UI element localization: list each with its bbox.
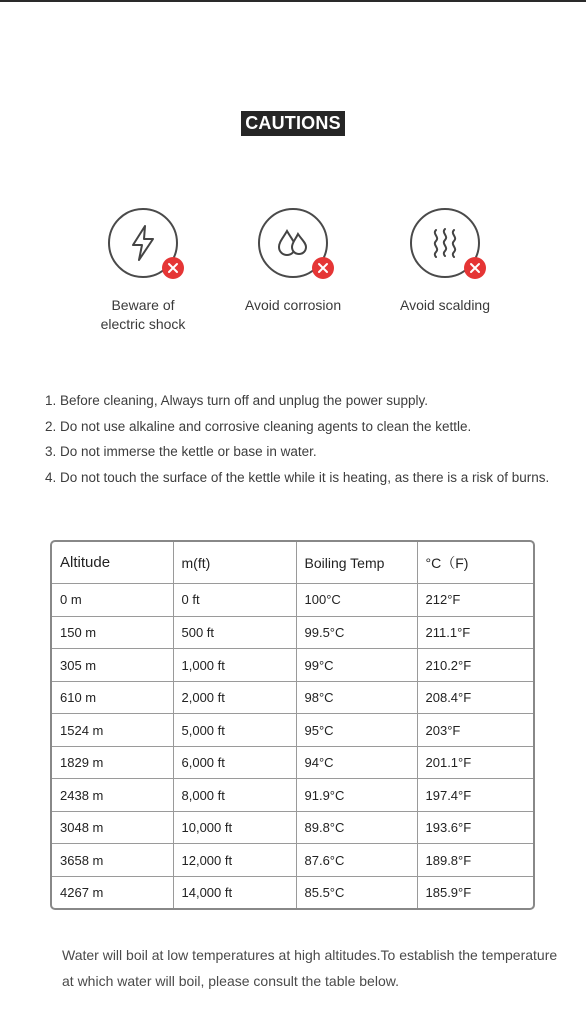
table-cell: 189.8°F xyxy=(417,844,533,877)
table-row xyxy=(52,779,533,812)
warning-scalding xyxy=(370,208,520,315)
table-cell: 0 m xyxy=(52,584,173,617)
table-cell: 100°C xyxy=(296,584,417,617)
table-row xyxy=(52,811,533,844)
table-cell: 91.9°C xyxy=(296,779,417,812)
table-cell: 1524 m xyxy=(52,714,173,747)
prohibited-icon xyxy=(312,257,334,279)
table-cell: 99.5°C xyxy=(296,616,417,649)
warning-icon-circle xyxy=(108,208,178,278)
instruction-item: 3. Do not immerse the kettle or base in water. xyxy=(60,439,580,465)
table-cell: 197.4°F xyxy=(417,779,533,812)
table-row xyxy=(52,584,533,617)
warning-label: Avoid scalding xyxy=(399,297,491,313)
table-cell: 12,000 ft xyxy=(173,844,296,877)
table-cell: 14,000 ft xyxy=(173,876,296,908)
table-cell: 99°C xyxy=(296,649,417,682)
table-header-row xyxy=(52,542,533,584)
prohibited-icon xyxy=(464,257,486,279)
steam-icon xyxy=(428,226,462,260)
table-cell: 211.1°F xyxy=(417,616,533,649)
table-cell: 185.9°F xyxy=(417,876,533,908)
header-cell: m(ft) xyxy=(173,542,296,584)
table-cell: 2,000 ft xyxy=(173,681,296,714)
header-cell: Boiling Temp xyxy=(296,542,417,584)
table-cell: 87.6°C xyxy=(296,844,417,877)
altitude-note: Water will boil at low temperatures at high altitudes.To establish the temperature at which water will boil, please consult the table below. xyxy=(62,947,558,989)
instruction-item: 2. Do not use alkaline and corrosive cleaning agents to clean the kettle. xyxy=(60,414,580,440)
table-cell: 2438 m xyxy=(52,779,173,812)
table-cell: 85.5°C xyxy=(296,876,417,908)
table-cell: 89.8°C xyxy=(296,811,417,844)
header-cell: Altitude xyxy=(52,542,173,584)
table-cell: 610 m xyxy=(52,681,173,714)
prohibited-icon xyxy=(162,257,184,279)
table-row xyxy=(52,649,533,682)
water-drops-icon xyxy=(275,228,311,258)
table-row xyxy=(52,681,533,714)
table-cell: 6,000 ft xyxy=(173,746,296,779)
table-cell: 500 ft xyxy=(173,616,296,649)
warning-label: Avoid corrosion xyxy=(244,297,342,313)
table-row xyxy=(52,746,533,779)
table-row xyxy=(52,844,533,877)
table-cell: 4267 m xyxy=(52,876,173,908)
warning-icon-circle xyxy=(258,208,328,278)
table-cell: 3658 m xyxy=(52,844,173,877)
table-cell: 305 m xyxy=(52,649,173,682)
boiling-point-table xyxy=(50,540,535,910)
table-row xyxy=(52,714,533,747)
table-cell: 95°C xyxy=(296,714,417,747)
table-cell: 150 m xyxy=(52,616,173,649)
warning-electric-shock xyxy=(68,208,218,334)
table-cell: 210.2°F xyxy=(417,649,533,682)
table-cell: 1,000 ft xyxy=(173,649,296,682)
warning-label: Beware of electric shock xyxy=(100,297,186,332)
cautions-title: CAUTIONS xyxy=(241,111,345,136)
table-cell: 201.1°F xyxy=(417,746,533,779)
top-divider xyxy=(0,0,586,2)
table-cell: 203°F xyxy=(417,714,533,747)
warning-icon-circle xyxy=(410,208,480,278)
table-cell: 8,000 ft xyxy=(173,779,296,812)
table-cell: 0 ft xyxy=(173,584,296,617)
table-cell: 1829 m xyxy=(52,746,173,779)
instruction-item: 1. Before cleaning, Always turn off and unplug the power supply. xyxy=(60,388,580,414)
table-cell: 212°F xyxy=(417,584,533,617)
header-cell: °C（F) xyxy=(417,542,533,584)
instruction-item: 4. Do not touch the surface of the kettle while it is heating, as there is a risk of burns. xyxy=(60,465,580,491)
lightning-bolt-icon xyxy=(128,224,158,262)
table-cell: 5,000 ft xyxy=(173,714,296,747)
table-cell: 10,000 ft xyxy=(173,811,296,844)
table-cell: 98°C xyxy=(296,681,417,714)
table-row xyxy=(52,616,533,649)
table-cell: 94°C xyxy=(296,746,417,779)
cleaning-instructions xyxy=(40,388,580,490)
table-cell: 3048 m xyxy=(52,811,173,844)
table-row xyxy=(52,876,533,908)
table-cell: 193.6°F xyxy=(417,811,533,844)
warning-corrosion xyxy=(218,208,368,315)
table-cell: 208.4°F xyxy=(417,681,533,714)
